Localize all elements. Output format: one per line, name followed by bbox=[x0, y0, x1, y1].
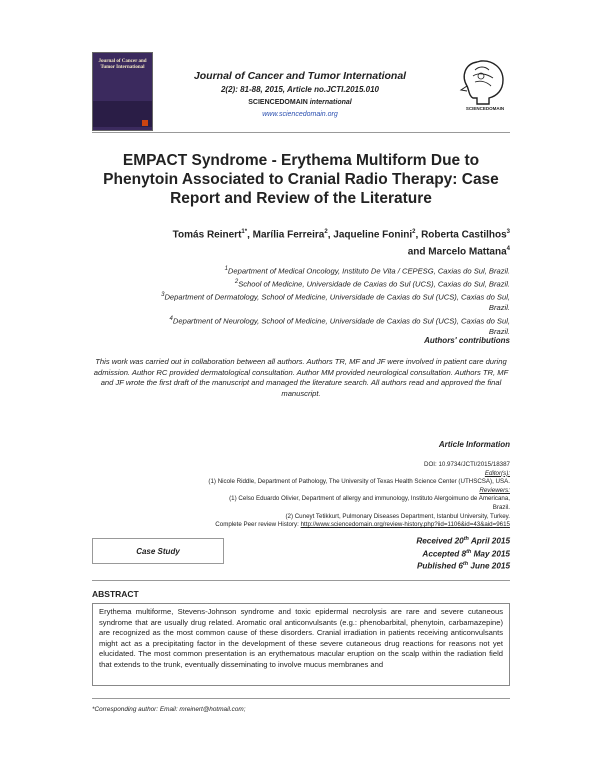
review-history bbox=[92, 521, 510, 530]
published-date bbox=[300, 559, 510, 572]
author-sup: 2 bbox=[412, 229, 416, 235]
received-sup: th bbox=[463, 536, 469, 542]
history-label: Complete Peer review History: bbox=[215, 521, 299, 529]
received-date bbox=[300, 534, 510, 547]
received-label: Received 20 bbox=[416, 536, 464, 546]
contributions-heading: Authors' contributions bbox=[424, 336, 510, 345]
journal-title: Journal of Cancer and Tumor International bbox=[193, 70, 407, 82]
editor-entry: (1) Nicole Riddle, Department of Pathology, The University of Texas Health Science Center (UTHSCSA), USA. bbox=[208, 478, 510, 486]
abstract-box bbox=[92, 603, 510, 686]
author-name: Tomás Reinert bbox=[172, 229, 242, 241]
affiliation-list bbox=[92, 264, 510, 338]
author-sup: 4 bbox=[506, 246, 510, 253]
author-name: Marília Ferreira bbox=[252, 229, 325, 241]
accepted-rest: May 2015 bbox=[471, 549, 510, 559]
affiliation-text: Department of Medical Oncology, Instituto De Vita / CEPESG, Caxias do Sul, Brazil. bbox=[227, 266, 510, 276]
published-rest: June 2015 bbox=[468, 562, 510, 572]
accepted-date bbox=[300, 547, 510, 560]
affiliation-sup: 1 bbox=[224, 266, 228, 272]
affiliation-sup: 4 bbox=[169, 315, 173, 322]
paper-title: EMPACT Syndrome - Erythema Multiform Due to Phenytoin Associated to Cranial Radio Therapy: Case Report and Review of the Literature bbox=[103, 152, 499, 207]
sciencedomain-logo-icon bbox=[455, 52, 515, 114]
author-name: Marcelo Mattana bbox=[428, 246, 507, 258]
case-study-badge: Case Study bbox=[92, 538, 224, 564]
doi: DOI: 10.9734/JCTI/2015/18387 bbox=[424, 461, 510, 468]
cover-title: Journal of Cancer and Tumor International bbox=[98, 59, 147, 70]
editor-label: Editor(s): bbox=[484, 469, 510, 477]
author-sup: 3 bbox=[506, 229, 510, 235]
abstract-heading: ABSTRACT bbox=[92, 589, 139, 599]
published-sup: th bbox=[462, 561, 469, 568]
article-info-heading: Article Information bbox=[438, 440, 510, 449]
author-sup: 1* bbox=[241, 229, 248, 235]
publisher-suffix: international bbox=[309, 99, 352, 106]
author-list: Tomás Reinert$^{1*}$, Marília Ferreira$^2$, Jaqueline Fonini$^2$, Roberta Castilhos$^3$ and Marcelo Mattana$^4$ bbox=[172, 229, 510, 258]
section-rule bbox=[92, 580, 510, 581]
affiliation-item bbox=[92, 264, 510, 277]
author-sup: 2 bbox=[324, 229, 328, 235]
journal-url[interactable]: www.sciencedomain.org bbox=[262, 111, 338, 118]
reviewer-entry: (1) Celso Eduardo Olivier, Department of allergy and immunology, Instituto Alergoimuno de Americana, bbox=[229, 495, 510, 503]
accepted-label: Accepted 8 bbox=[422, 549, 467, 559]
accepted-sup: th bbox=[466, 548, 472, 555]
affiliation-item bbox=[92, 277, 510, 290]
reviewer-entry: (2) Cuneyt Tetikkurt, Pulmonary Diseases Department, Istanbul University, Turkey. bbox=[285, 512, 510, 520]
affiliation-sup: 2 bbox=[234, 279, 239, 286]
received-rest: April 2015 bbox=[468, 536, 510, 546]
corresponding-author-footnote: *Corresponding author: Email: mreinert@hotmail.com; bbox=[92, 706, 246, 713]
cover-mark bbox=[142, 120, 148, 126]
publisher-name: SCIENCEDOMAIN bbox=[248, 99, 308, 106]
logo-caption: SCIENCEDOMAIN bbox=[465, 106, 505, 111]
journal-issue: 2(2): 81-88, 2015, Article no.JCTI.2015.010 bbox=[220, 85, 379, 94]
affiliation-text: School of Medicine, Universidade de Caxias do Sul (UCS), Caxias do Sul, Brazil. bbox=[238, 279, 510, 289]
publication-dates bbox=[300, 534, 510, 572]
article-info-block bbox=[92, 461, 510, 530]
author-name: Jaqueline Fonini bbox=[333, 229, 413, 241]
affiliation-sup: 3 bbox=[161, 292, 165, 299]
author-name: Roberta Castilhos bbox=[421, 229, 507, 241]
header-rule bbox=[92, 132, 510, 133]
affiliation-text: Department of Dermatology, School of Medicine, Universidade de Caxias do Sul (UCS), Caxias do Sul, Brazil. bbox=[164, 292, 510, 313]
published-label: Published 6 bbox=[416, 562, 463, 572]
affiliation-text: Department of Neurology, School of Medicine, Universidade de Caxias do Sul (UCS), Caxias do Sul, Brazil. bbox=[172, 316, 510, 337]
affiliation-item bbox=[92, 290, 510, 314]
journal-cover-image bbox=[92, 52, 153, 131]
abstract-text: Erythema multiforme, Stevens-Johnson syndrome and toxic epidermal necrolysis are rare and severe cutaneous syndrome that are usually drug related. Aromatic oral anticonvulsants (e.g.: phenobarbital, phenytoin, carbamazepine) are recognized as the most common cause of these disorders. Cranial irradiation in patients receiving anticonvulsants might act as a precipitating factor in the development of these severe cutaneous drug reactions for reasons not yet elucidated. The most common presentation is an erythematous macular eruption on the scalp within the radiation field that extends to the trunk, eventually disseminating to involve mucus membranes and bbox=[99, 607, 503, 669]
reviewer-entry-cont: Brazil. bbox=[492, 503, 510, 511]
reviewers-label: Reviewers: bbox=[479, 486, 510, 494]
publisher-line bbox=[150, 99, 450, 106]
contributions-text: This work was carried out in collaboration between all authors. Authors TR, MF and JF were involved in patient care during admission. Author RC provided dermatological consultation. Author MM provided neurological consultation. Authors TR, MF and JF wrote the first draft of the manuscript and managed the literature search. All authors read and approved the final manuscript. bbox=[93, 357, 509, 398]
history-link[interactable]: http://www.sciencedomain.org/review-history.php?iid=1106&id=43&aid=9615 bbox=[300, 521, 510, 529]
affiliation-item bbox=[92, 314, 510, 338]
footnote-rule bbox=[92, 698, 510, 699]
